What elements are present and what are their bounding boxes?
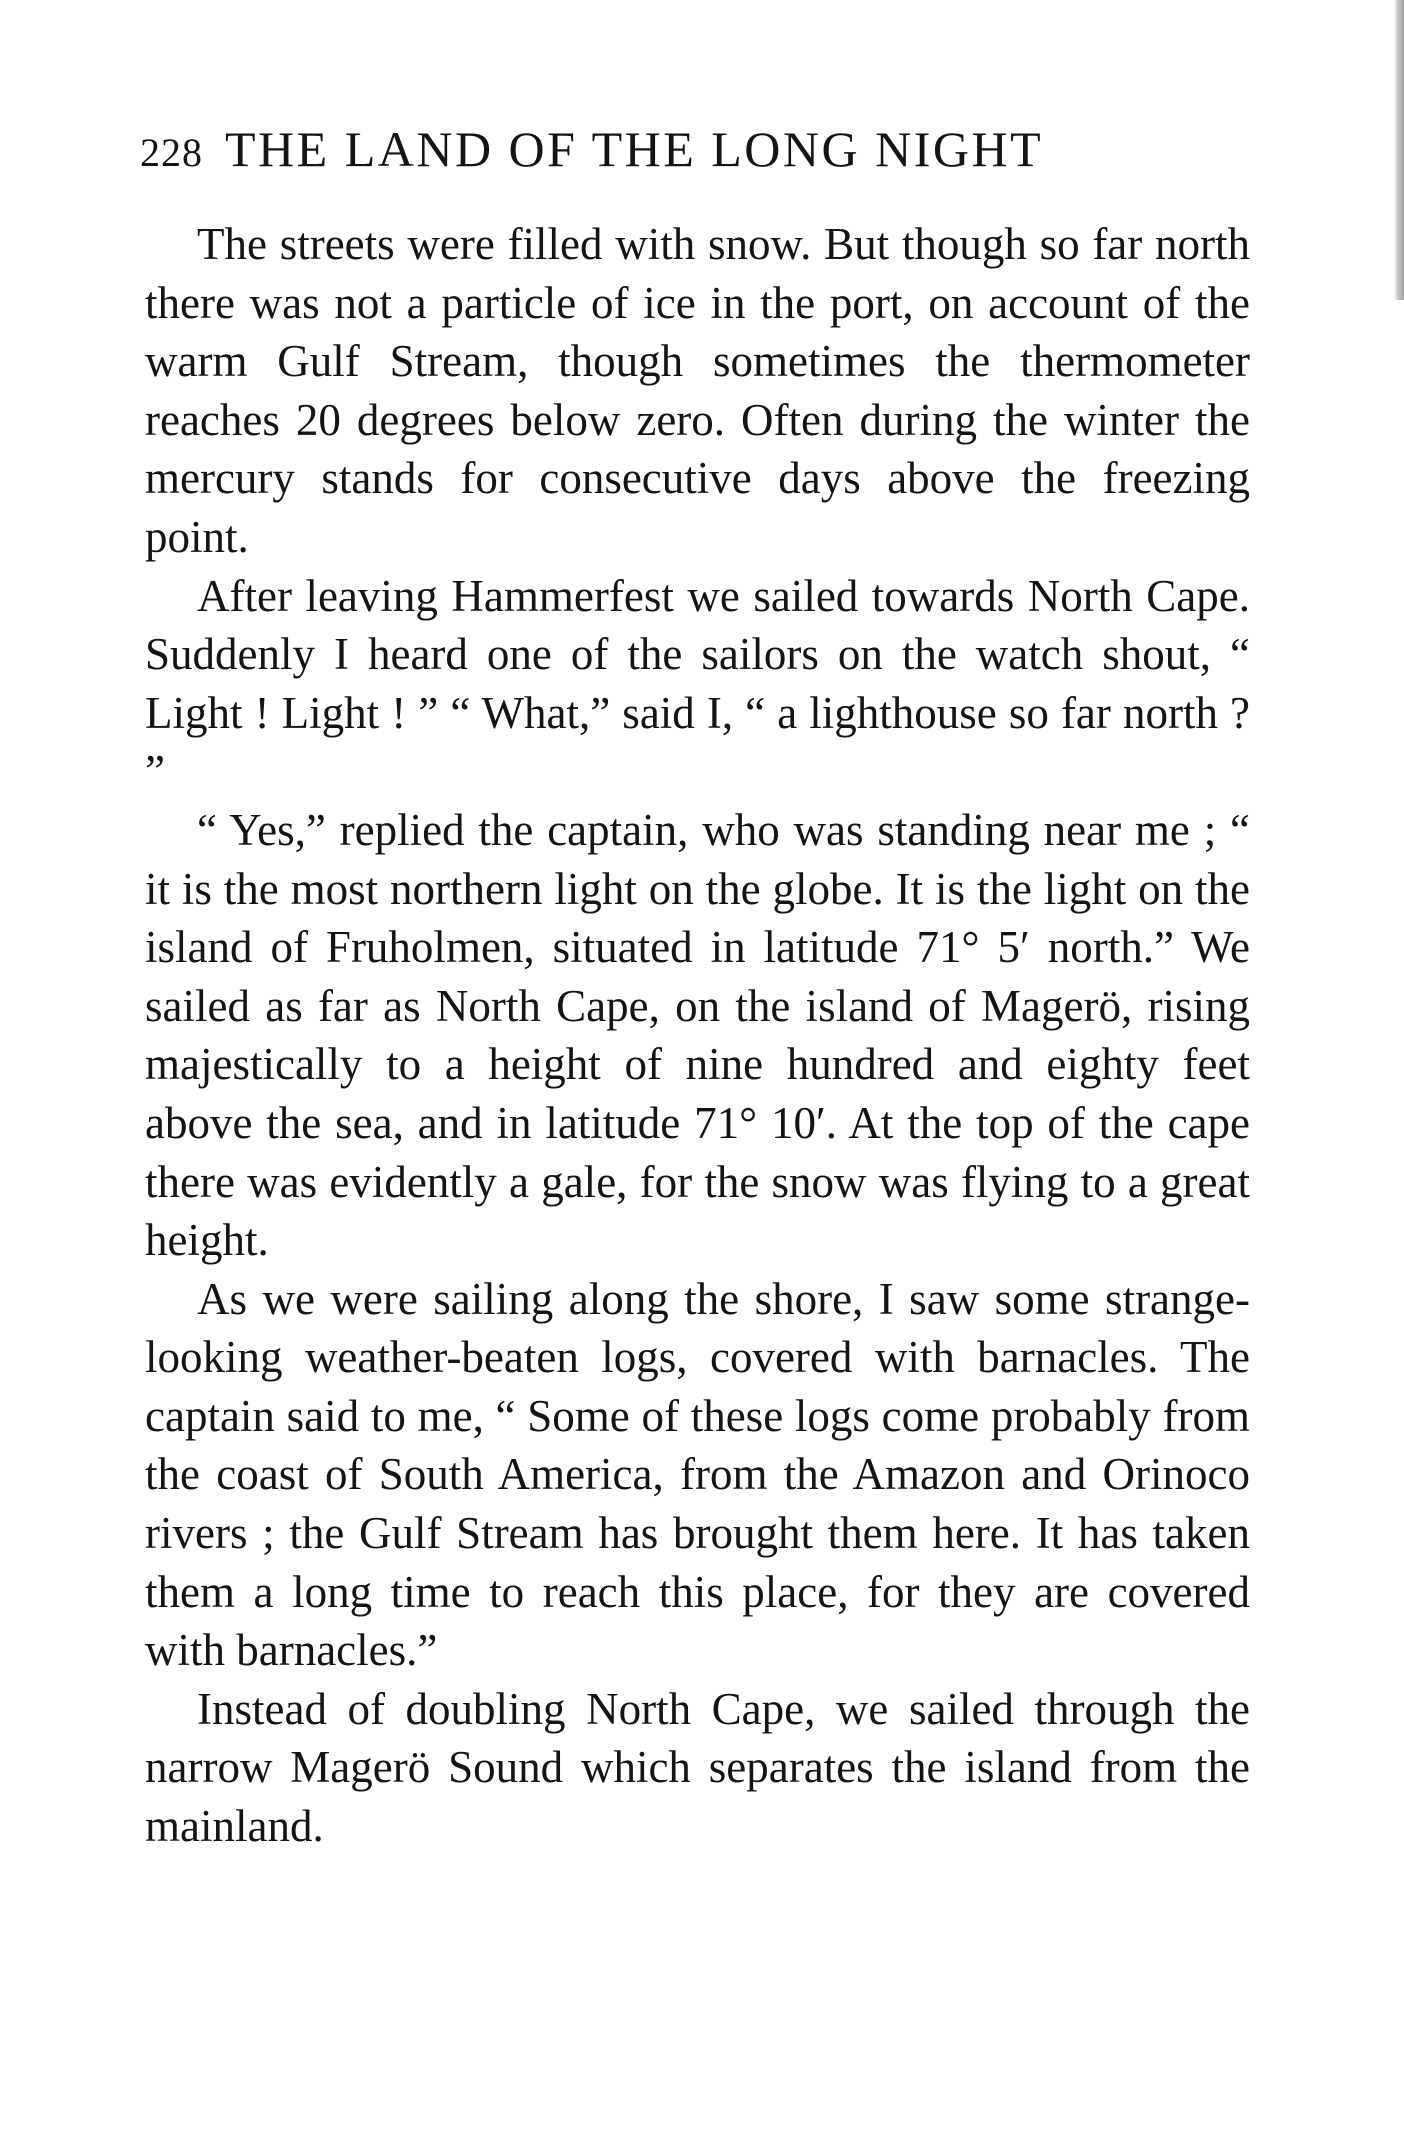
paragraph-3: “ Yes,” replied the captain, who was standing near me ; “ it is the most northern light on the globe. It is the light on the island of Fruholmen, situated in latitude 71° 5′ north.” We sailed as far as North Cape, on the island of Magerö, rising majestically to a height of nine hundred and eighty feet above the sea, and in latitude 71° 10′. At the top of the cape there was evidently a gale, for the snow was flying to a great height. xyxy=(145,804,1250,1266)
page-number: 228 xyxy=(140,130,203,175)
page-header xyxy=(140,120,1240,180)
paragraph-4: As we were sailing along the shore, I saw some strange-looking weather-beaten logs, covered with barnacles. The captain said to me, “ Some of these logs come probably from the coast of South America, from the Amazon and Orinoco rivers ; the Gulf Stream has brought them here. It has taken them a long time to reach this place, for they are covered with barnacles.” xyxy=(145,1273,1250,1676)
scan-edge-shadow xyxy=(1394,0,1404,300)
body-text xyxy=(145,215,1250,1856)
paragraph-5: Instead of doubling North Cape, we sailed through the narrow Magerö Sound which separates the island from the mainland. xyxy=(145,1683,1250,1852)
paragraph-1: The streets were filled with snow. But though so far north there was not a particle of ice in the port, on account of the warm Gulf Stream, though sometimes the thermometer reaches 20 degrees below zero. Often during the winter the mercury stands for consecutive days above the freezing point. xyxy=(145,219,1250,562)
running-head: THE LAND OF THE LONG NIGHT xyxy=(225,121,1044,177)
paragraph-2: After leaving Hammerfest we sailed towards North Cape. Suddenly I heard one of the sailors on the watch shout, “ Light ! Light ! ” “ What,” said I, “ a lighthouse so far north ? ” xyxy=(145,570,1250,797)
